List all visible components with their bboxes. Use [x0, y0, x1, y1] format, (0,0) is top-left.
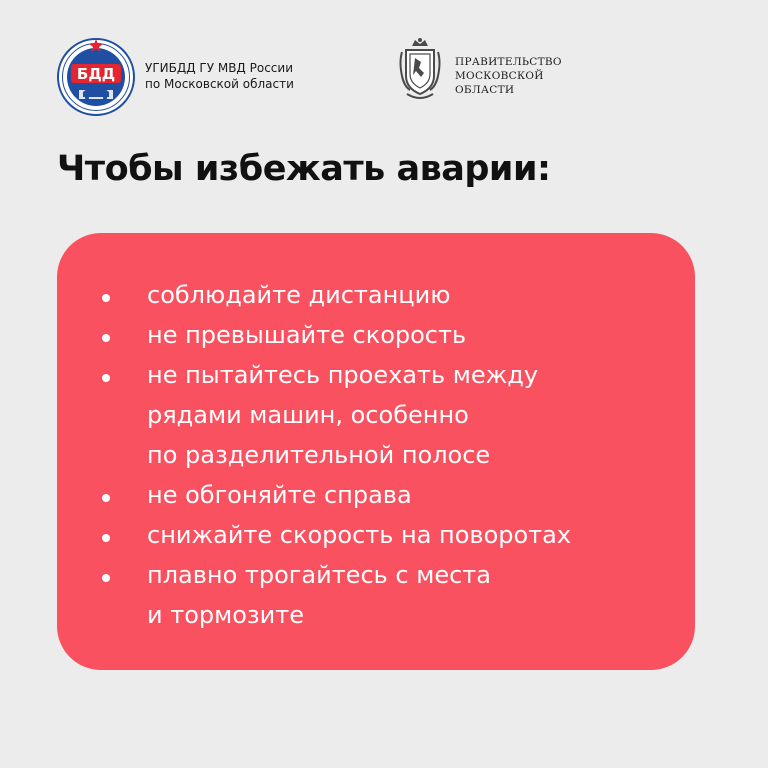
- gibdd-caption-line: по Московской области: [145, 77, 294, 91]
- bullet-icon: [102, 294, 110, 302]
- moscow-region-coat-of-arms-icon: [398, 36, 442, 102]
- gov-caption-line: ПРАВИТЕЛЬСТВО: [455, 56, 562, 68]
- gibdd-emblem-icon: [57, 38, 135, 116]
- header: [0, 0, 768, 130]
- tip-line: не обгоняйте справа: [147, 481, 412, 509]
- gov-caption: [455, 55, 615, 97]
- tip-line: снижайте скорость на поворотах: [147, 521, 572, 549]
- tip-line: плавно трогайтесь с места: [147, 561, 491, 589]
- tip-line: не пытайтесь проехать между: [147, 361, 539, 389]
- tip-item: [57, 515, 695, 555]
- gibdd-caption: [145, 60, 335, 92]
- tips-list: [57, 275, 695, 635]
- tip-item: [57, 355, 695, 475]
- tip-line: и тормозите: [147, 601, 305, 629]
- tip-line: соблюдайте дистанцию: [147, 281, 451, 309]
- headline: Чтобы избежать аварии:: [57, 149, 551, 189]
- tip-item: [57, 275, 695, 315]
- tip-item: [57, 315, 695, 355]
- bullet-icon: [102, 574, 110, 582]
- tips-card: [57, 233, 695, 670]
- tip-item: [57, 555, 695, 635]
- gibdd-abbr: БДД: [76, 65, 116, 83]
- tip-line: не превышайте скорость: [147, 321, 467, 349]
- gov-caption-line: МОСКОВСКОЙ: [455, 70, 544, 82]
- bullet-icon: [102, 494, 110, 502]
- tip-item: [57, 475, 695, 515]
- bullet-icon: [102, 374, 110, 382]
- tip-line: рядами машин, особенно: [147, 401, 469, 429]
- gov-caption-line: ОБЛАСТИ: [455, 84, 515, 96]
- bullet-icon: [102, 534, 110, 542]
- bullet-icon: [102, 334, 110, 342]
- tip-line: по разделительной полосе: [147, 441, 491, 469]
- gibdd-caption-line: УГИБДД ГУ МВД России: [145, 61, 293, 75]
